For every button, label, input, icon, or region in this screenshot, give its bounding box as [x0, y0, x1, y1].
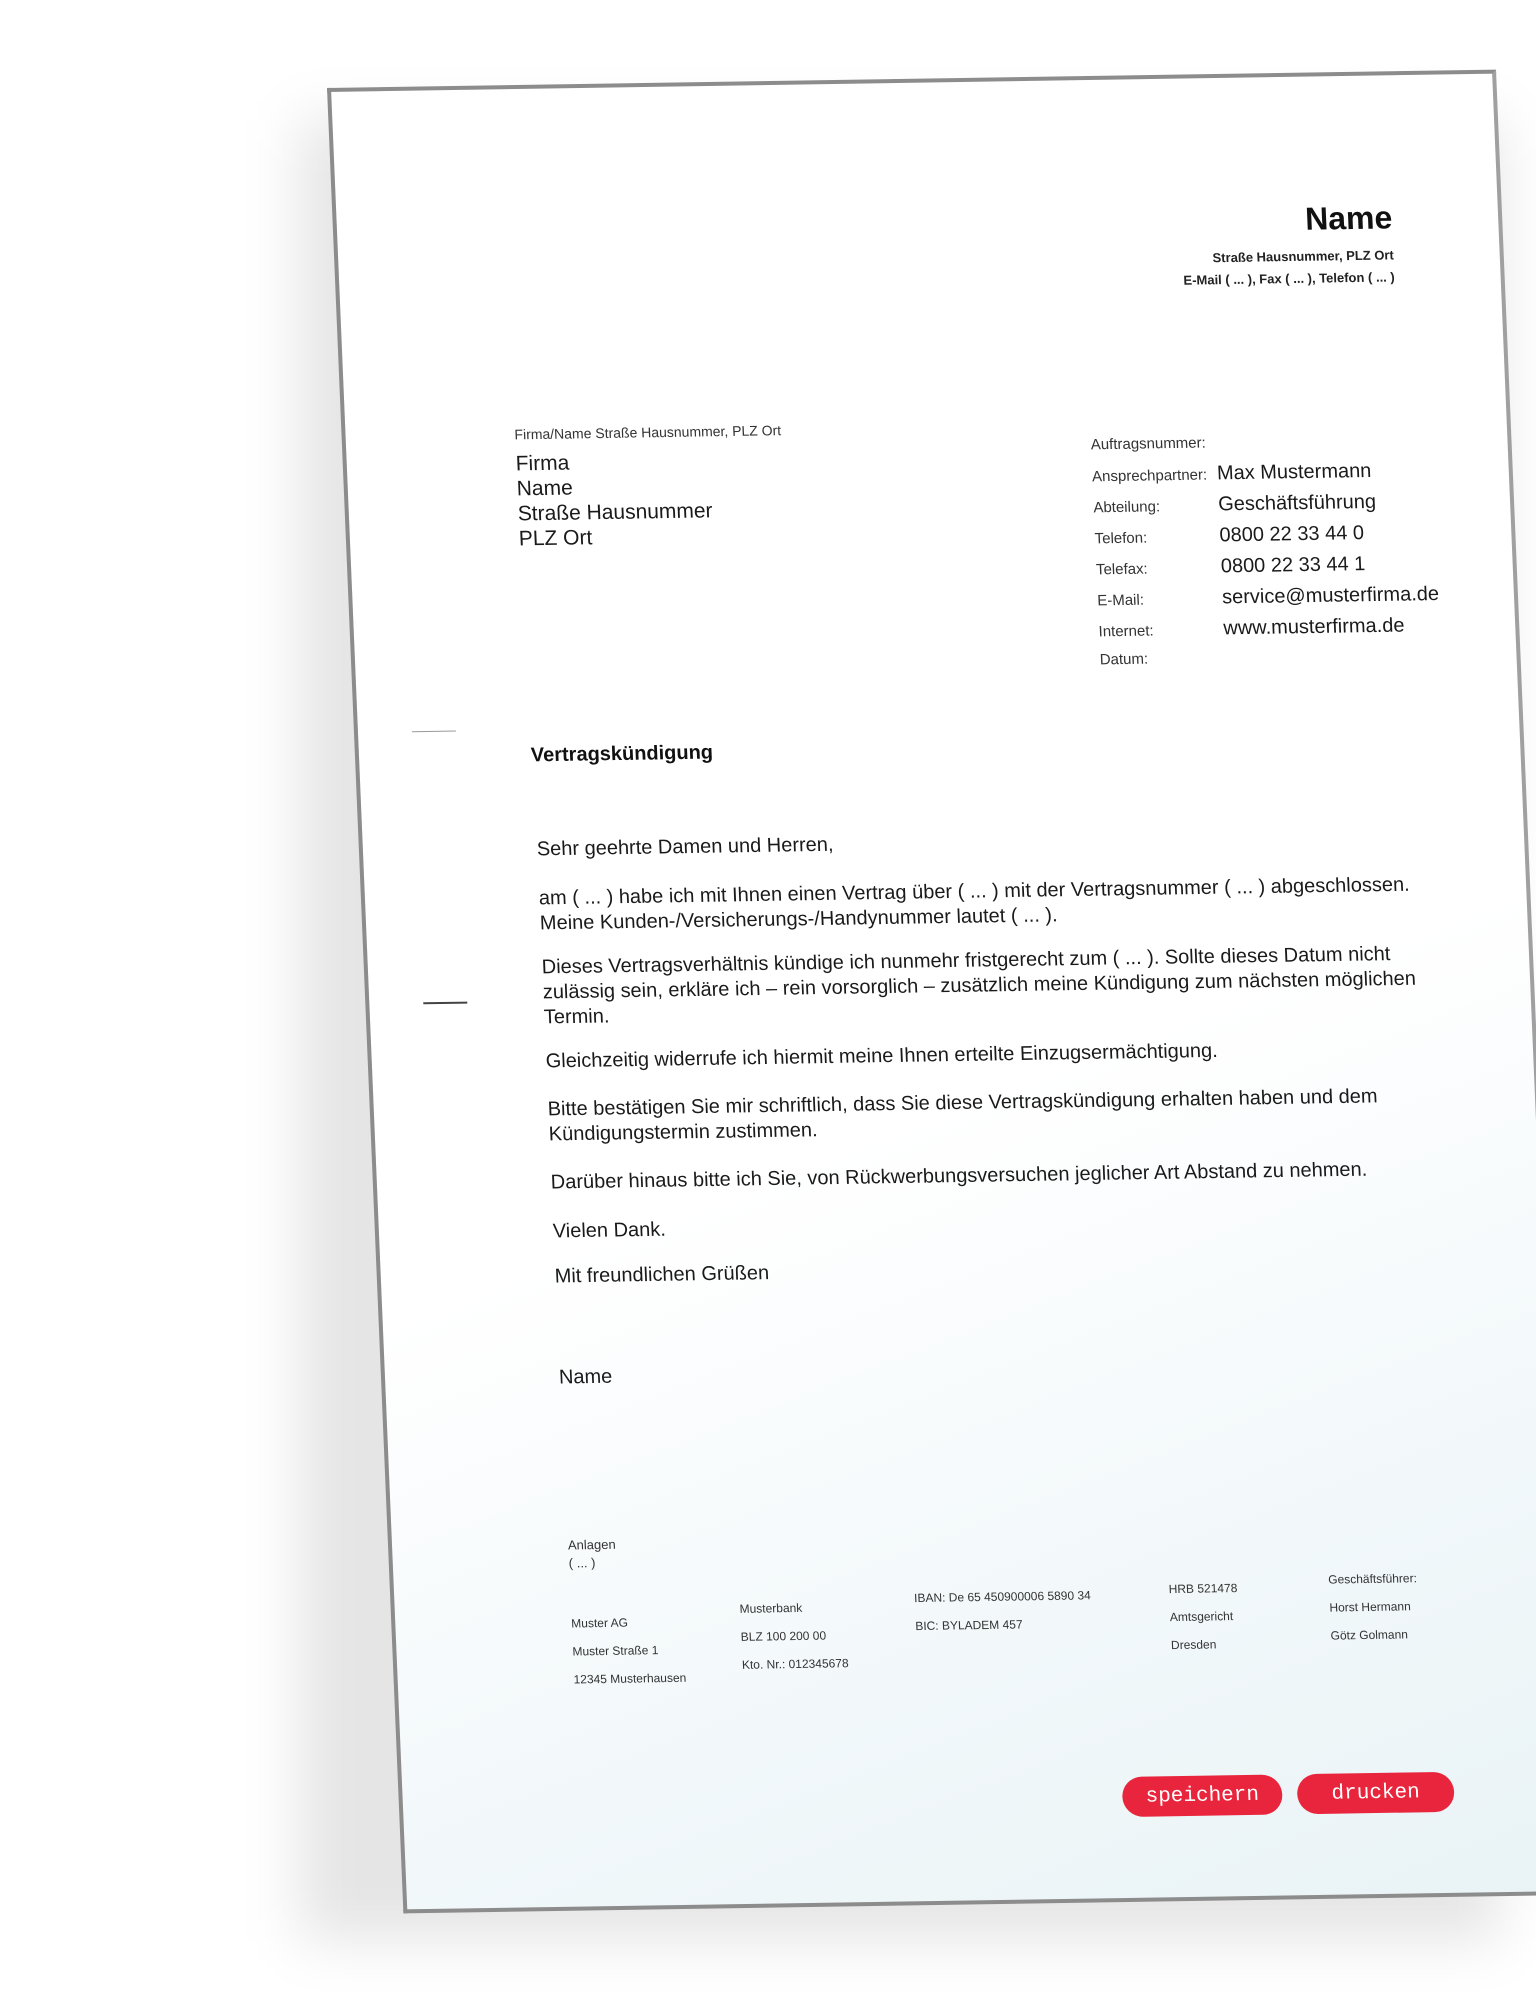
info-label-department: Abteilung:	[1093, 498, 1161, 517]
sender-address: Straße Hausnummer, PLZ Ort	[1212, 247, 1395, 266]
print-button[interactable]: drucken	[1296, 1772, 1455, 1814]
info-label-internet: Internet:	[1098, 622, 1154, 641]
info-value-fax: 0800 22 33 44 1	[1220, 553, 1366, 578]
info-label-order-number: Auftragsnummer:	[1090, 434, 1207, 454]
footer-iban-number: IBAN: De 65 450900006 5890 34	[913, 1588, 1092, 1606]
info-label-fax: Telefax:	[1095, 560, 1149, 579]
signature-name: Name	[558, 1365, 613, 1389]
info-value-email: service@musterfirma.de	[1221, 582, 1440, 609]
footer-management	[1328, 1564, 1420, 1649]
letter-page	[327, 70, 1536, 1914]
body-paragraph-4: Bitte bestätigen Sie mir schriftlich, dass Sie diese Vertragskündigung erhalten haben und dem Kündigungstermin zustimmen.	[547, 1085, 1378, 1146]
body-paragraph-2: Dieses Vertragsverhältnis kündige ich nunmehr fristgerecht zum ( ... ). Sollte dieses Datum nicht zulässig sein, erkläre ich – rein vorsorglich – zusätzlich meine Kündigung zum nächsten möglichen Termin.	[541, 943, 1417, 1029]
footer-iban	[914, 1581, 1093, 1640]
footer-manager-1: Horst Hermann	[1329, 1599, 1411, 1615]
footer-bank	[739, 1593, 849, 1679]
footer-management-label: Geschäftsführer:	[1327, 1571, 1418, 1587]
footer-company	[571, 1608, 687, 1694]
footer-register-number: HRB 521478	[1168, 1581, 1238, 1597]
sender-name: Name	[1304, 199, 1393, 237]
info-value-contact-person: Max Mustermann	[1216, 459, 1372, 485]
salutation: Sehr geehrte Damen und Herren,	[536, 833, 834, 861]
thanks-line: Vielen Dank.	[552, 1218, 667, 1243]
body-paragraph-1: am ( ... ) habe ich mit Ihnen einen Vertrag über ( ... ) mit der Vertragsnummer ( ... ) abgeschlossen. Meine Kunden-/Versicherungs-/Handynummer lautet ( ... ).	[538, 873, 1411, 935]
body-paragraph-3: Gleichzeitig widerrufe ich hiermit meine Ihnen erteilte Einzugsermächtigung.	[545, 1039, 1219, 1073]
footer-bank-code: BLZ 100 200 00	[740, 1628, 827, 1644]
footer-company-city: 12345 Musterhausen	[573, 1670, 687, 1687]
save-button[interactable]: speichern	[1122, 1774, 1284, 1817]
body-paragraph-5: Darüber hinaus bitte ich Sie, von Rückwerbungsversuchen jeglicher Art Abstand zu nehmen.	[550, 1158, 1368, 1194]
footer-manager-2: Götz Golmann	[1330, 1627, 1409, 1643]
return-address: Firma/Name Straße Hausnummer, PLZ Ort	[514, 422, 782, 443]
footer-company-street: Muster Straße 1	[572, 1643, 659, 1659]
info-value-department: Geschäftsführung	[1217, 490, 1377, 516]
fold-mark-top	[412, 731, 456, 733]
info-label-date: Datum:	[1099, 650, 1149, 669]
footer-company-name: Muster AG	[570, 1615, 629, 1631]
footer-bank-name: Musterbank	[739, 1600, 803, 1616]
info-label-contact-person: Ansprechpartner:	[1091, 466, 1208, 486]
recipient-city: PLZ Ort	[518, 526, 593, 551]
info-label-phone: Telefon:	[1094, 529, 1148, 548]
sender-contact: E-Mail ( ... ), Fax ( ... ), Telefon ( ... )	[1183, 269, 1395, 288]
footer-court-city: Dresden	[1170, 1637, 1217, 1653]
closing-line: Mit freundlichen Grüßen	[554, 1262, 770, 1288]
attachments-label: Anlagen	[567, 1536, 616, 1553]
footer-bic: BIC: BYLADEM 457	[914, 1617, 1023, 1634]
attachments-value: ( ... )	[568, 1555, 596, 1571]
fold-mark-middle	[423, 1002, 467, 1005]
recipient-address	[515, 448, 714, 551]
letter-subject: Vertragskündigung	[530, 741, 714, 767]
footer-account-number: Kto. Nr.: 012345678	[741, 1656, 849, 1672]
recipient-name: Name	[516, 476, 574, 501]
info-value-internet: www.musterfirma.de	[1222, 614, 1405, 640]
recipient-company: Firma	[515, 451, 570, 476]
info-label-email: E-Mail:	[1096, 591, 1145, 610]
footer-court: Amtsgericht	[1169, 1609, 1234, 1625]
footer-register	[1168, 1574, 1240, 1659]
recipient-street: Straße Hausnummer	[517, 499, 714, 526]
info-value-phone: 0800 22 33 44 0	[1219, 522, 1365, 547]
